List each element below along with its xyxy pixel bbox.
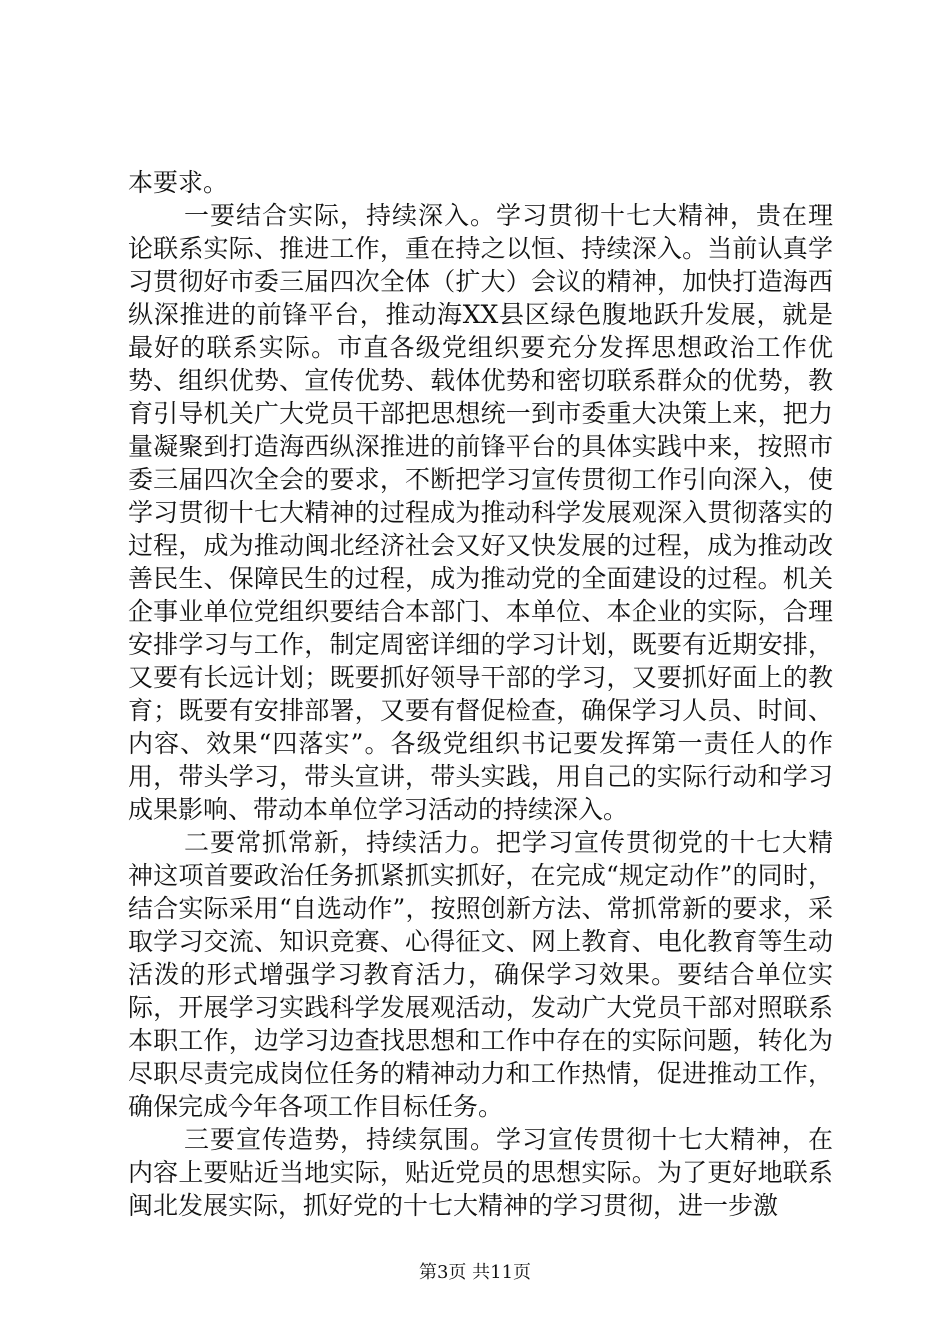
paragraph-point-one: 一要结合实际，持续深入。学习贯彻十七大精神，贵在理论联系实际、推进工作，重在持之以恒、持续深入。当前认真学习贯彻好市委三届四次全体（扩大）会议的精神，加快打造海西纵深推进的前锋平台，推动海XX县区绿色腹地跃升发展，就是最好的联系实际。市直各级党组织要充分发挥思想政治工作优势、组织优势、宣传优势、载体优势和密切联系群众的优势，教育引导机关广大党员干部把思想统一到市委重大决策上来，把力量凝聚到打造海西纵深推进的前锋平台的具体实践中来，按照市委三届四次全会的要求，不断把学习宣传贯彻工作引向深入，使学习贯彻十七大精神的过程成为推动科学发展观深入贯彻落实的过程，成为推动闽北经济社会又好又快发展的过程，成为推动改善民生、保障民生的过程，成为推动党的全面建设的过程。机关企事业单位党组织要结合本部门、本单位、本企业的实际，合理安排学习与工作，制定周密详细的学习计划，既要有近期安排，又要有长远计划；既要抓好领导干部的学习，又要抓好面上的教育；既要有安排部署，又要有督促检查，确保学习人员、时间、内容、效果“四落实”。各级党组织书记要发挥第一责任人的作用，带头学习，带头宣讲，带头实践，用自己的实际行动和学习成果影响、带动本单位学习活动的持续深入。 bbox=[128, 201, 833, 824]
document-body bbox=[128, 166, 833, 1222]
paragraph-point-three: 三要宣传造势，持续氛围。学习宣传贯彻十七大精神，在内容上要贴近当地实际，贴近党员的思想实际。为了更好地联系闽北发展实际，抓好党的十七大精神的学习贯彻，进一步激 bbox=[128, 1125, 833, 1220]
paragraph-point-two: 二要常抓常新，持续活力。把学习宣传贯彻党的十七大精神这项首要政治任务抓紧抓实抓好，在完成“规定动作”的同时，结合实际采用“自选动作”，按照创新方法、常抓常新的要求，采取学习交流、知识竞赛、心得征文、网上教育、电化教育等生动活泼的形式增强学习教育活力，确保学习效果。要结合单位实际，开展学习实践科学发展观活动，发动广大党员干部对照联系本职工作，边学习边查找思想和工作中存在的实际问题，转化为尽职尽责完成岗位任务的精神动力和工作热情，促进推动工作，确保完成今年各项工作目标任务。 bbox=[128, 828, 833, 1121]
paragraph-continuation: 本要求。 bbox=[128, 168, 229, 197]
page-number-footer: 第3页 共11页 bbox=[418, 1262, 532, 1283]
